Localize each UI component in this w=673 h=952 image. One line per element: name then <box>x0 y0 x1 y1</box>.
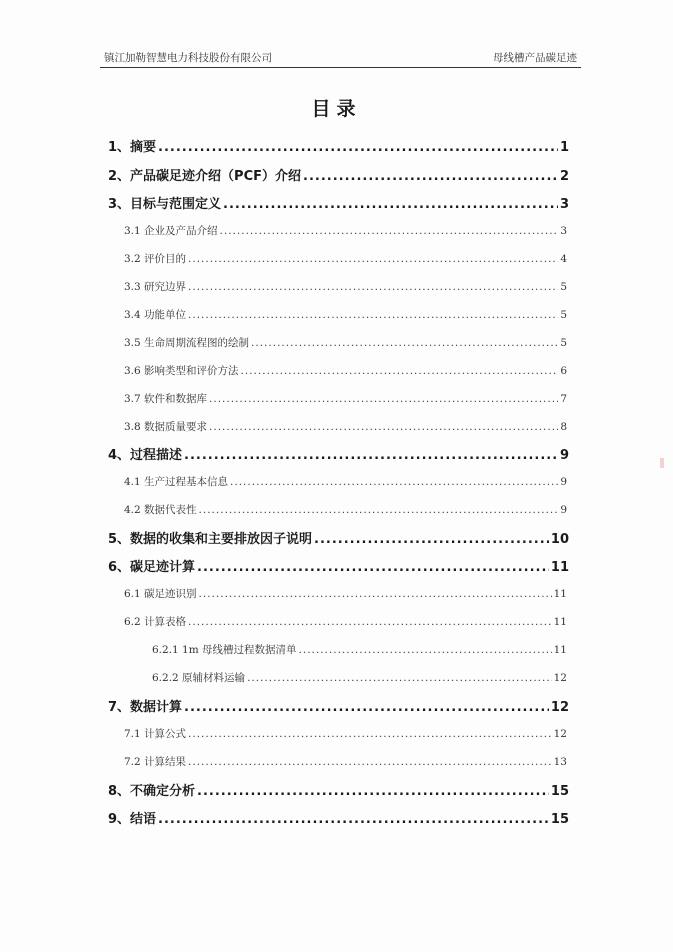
toc-leader-dots <box>197 784 549 799</box>
toc-leader-dots <box>314 532 549 547</box>
toc-entry-label: 3.2 评价目的 <box>124 253 187 265</box>
toc-leader-dots <box>184 448 558 463</box>
toc-entry[interactable] <box>108 193 569 212</box>
toc-entry-page: 4 <box>560 253 567 265</box>
toc-entry[interactable] <box>124 502 567 517</box>
toc-entry[interactable] <box>124 279 567 294</box>
toc-entry-page: 1 <box>559 140 569 155</box>
toc-leader-dots <box>188 309 558 321</box>
toc-entry[interactable] <box>124 726 567 741</box>
toc-entry[interactable] <box>108 556 569 575</box>
toc-entry-page: 10 <box>550 532 569 547</box>
toc-entry-page: 12 <box>553 728 567 740</box>
toc-leader-dots <box>299 644 552 656</box>
toc-leader-dots <box>188 728 552 740</box>
toc-entry-page: 13 <box>553 756 567 768</box>
toc-entry-page: 2 <box>559 169 569 184</box>
toc-entry-label: 6.2 计算表格 <box>124 616 187 628</box>
toc-leader-dots <box>158 140 558 155</box>
toc-leader-dots <box>220 225 559 237</box>
toc-leader-dots <box>158 812 549 827</box>
toc-entry[interactable] <box>124 474 567 489</box>
toc-entry[interactable] <box>152 670 567 685</box>
toc-leader-dots <box>303 169 558 184</box>
toc-entry[interactable] <box>124 586 567 601</box>
toc-entry[interactable] <box>152 642 567 657</box>
toc-entry-page: 3 <box>560 225 567 237</box>
toc-leader-dots <box>188 281 558 293</box>
toc-leader-dots <box>188 616 552 628</box>
toc-entry-page: 8 <box>560 421 567 433</box>
toc-entry-label: 4.2 数据代表性 <box>124 504 197 516</box>
toc-entry-page: 15 <box>550 784 569 799</box>
toc-entry-label: 3.7 软件和数据库 <box>124 393 208 405</box>
toc-entry-label: 1、摘要 <box>108 140 157 155</box>
toc-entry-page: 11 <box>553 616 567 628</box>
toc-entry[interactable] <box>124 614 567 629</box>
toc-leader-dots <box>251 337 558 349</box>
toc-entry[interactable] <box>124 391 567 406</box>
toc-entry-label: 4、过程描述 <box>108 448 183 463</box>
toc-entry-page: 11 <box>553 644 567 656</box>
toc-entry-page: 6 <box>560 365 567 377</box>
toc-entry-page: 9 <box>559 448 569 463</box>
toc-entry[interactable] <box>124 335 567 350</box>
toc-entry[interactable] <box>108 136 569 155</box>
toc-entry-label: 8、不确定分析 <box>108 784 196 799</box>
toc-entry-label: 3.4 功能单位 <box>124 309 187 321</box>
toc-entry[interactable] <box>108 808 569 827</box>
toc-entry-page: 11 <box>553 588 567 600</box>
toc-entry-label: 3.1 企业及产品介绍 <box>124 225 218 237</box>
toc-entry[interactable] <box>108 696 569 715</box>
header-rule <box>100 67 581 68</box>
toc-entry[interactable] <box>124 251 567 266</box>
toc-entry[interactable] <box>108 444 569 463</box>
header-company: 镇江加勒智慧电力科技股份有限公司 <box>104 52 272 64</box>
toc-entry-label: 2、产品碳足迹介绍（PCF）介绍 <box>108 169 301 184</box>
page-title: 目录 <box>311 98 362 120</box>
toc-entry[interactable] <box>124 307 567 322</box>
toc-leader-dots <box>197 560 549 575</box>
toc-entry-label: 3.5 生命周期流程图的绘制 <box>124 337 250 349</box>
toc-entry-label: 7.1 计算公式 <box>124 728 187 740</box>
toc-entry-page: 15 <box>550 812 569 827</box>
toc-leader-dots <box>199 588 552 600</box>
toc-entry-page: 12 <box>553 672 567 684</box>
scan-mark <box>660 458 664 468</box>
toc-entry[interactable] <box>124 754 567 769</box>
toc-entry-label: 3.3 研究边界 <box>124 281 187 293</box>
toc-entry-label: 6.1 碳足迹识别 <box>124 588 197 600</box>
toc-entry-label: 3.8 数据质量要求 <box>124 421 208 433</box>
toc-entry[interactable] <box>124 363 567 378</box>
toc-entry[interactable] <box>124 223 567 238</box>
toc-leader-dots <box>241 365 559 377</box>
toc-entry-page: 5 <box>560 281 567 293</box>
toc-leader-dots <box>184 700 549 715</box>
toc-leader-dots <box>247 672 552 684</box>
toc-entry-page: 3 <box>559 197 569 212</box>
toc-entry-page: 9 <box>560 476 567 488</box>
toc-entry-page: 5 <box>560 309 567 321</box>
toc-entry-label: 3.6 影响类型和评价方法 <box>124 365 239 377</box>
toc-leader-dots <box>209 421 558 433</box>
toc-entry-label: 6.2.1 1m 母线槽过程数据清单 <box>152 644 297 656</box>
toc-entry[interactable] <box>108 780 569 799</box>
toc-entry[interactable] <box>108 165 569 184</box>
toc-entry-label: 6、碳足迹计算 <box>108 560 196 575</box>
header-doc-name: 母线槽产品碳足迹 <box>493 52 577 64</box>
toc-entry-page: 11 <box>550 560 569 575</box>
toc-entry-label: 7.2 计算结果 <box>124 756 187 768</box>
toc-entry-page: 5 <box>560 337 567 349</box>
toc-entry-label: 6.2.2 原辅材料运输 <box>152 672 246 684</box>
toc-leader-dots <box>199 504 559 516</box>
toc-leader-dots <box>223 197 558 212</box>
toc-entry[interactable] <box>124 419 567 434</box>
toc-entry-page: 12 <box>550 700 569 715</box>
toc-leader-dots <box>230 476 558 488</box>
toc-leader-dots <box>209 393 558 405</box>
toc-entry-label: 4.1 生产过程基本信息 <box>124 476 229 488</box>
toc-entry-page: 9 <box>560 504 567 516</box>
toc-leader-dots <box>188 253 558 265</box>
page-header <box>104 50 577 68</box>
toc-leader-dots <box>188 756 552 768</box>
toc-entry-page: 7 <box>560 393 567 405</box>
toc-entry-label: 7、数据计算 <box>108 700 183 715</box>
toc-entry-label: 9、结语 <box>108 812 157 827</box>
toc-entry-label: 5、数据的收集和主要排放因子说明 <box>108 532 313 547</box>
toc-entry-label: 3、目标与范围定义 <box>108 197 222 212</box>
toc-entry[interactable] <box>108 528 569 547</box>
